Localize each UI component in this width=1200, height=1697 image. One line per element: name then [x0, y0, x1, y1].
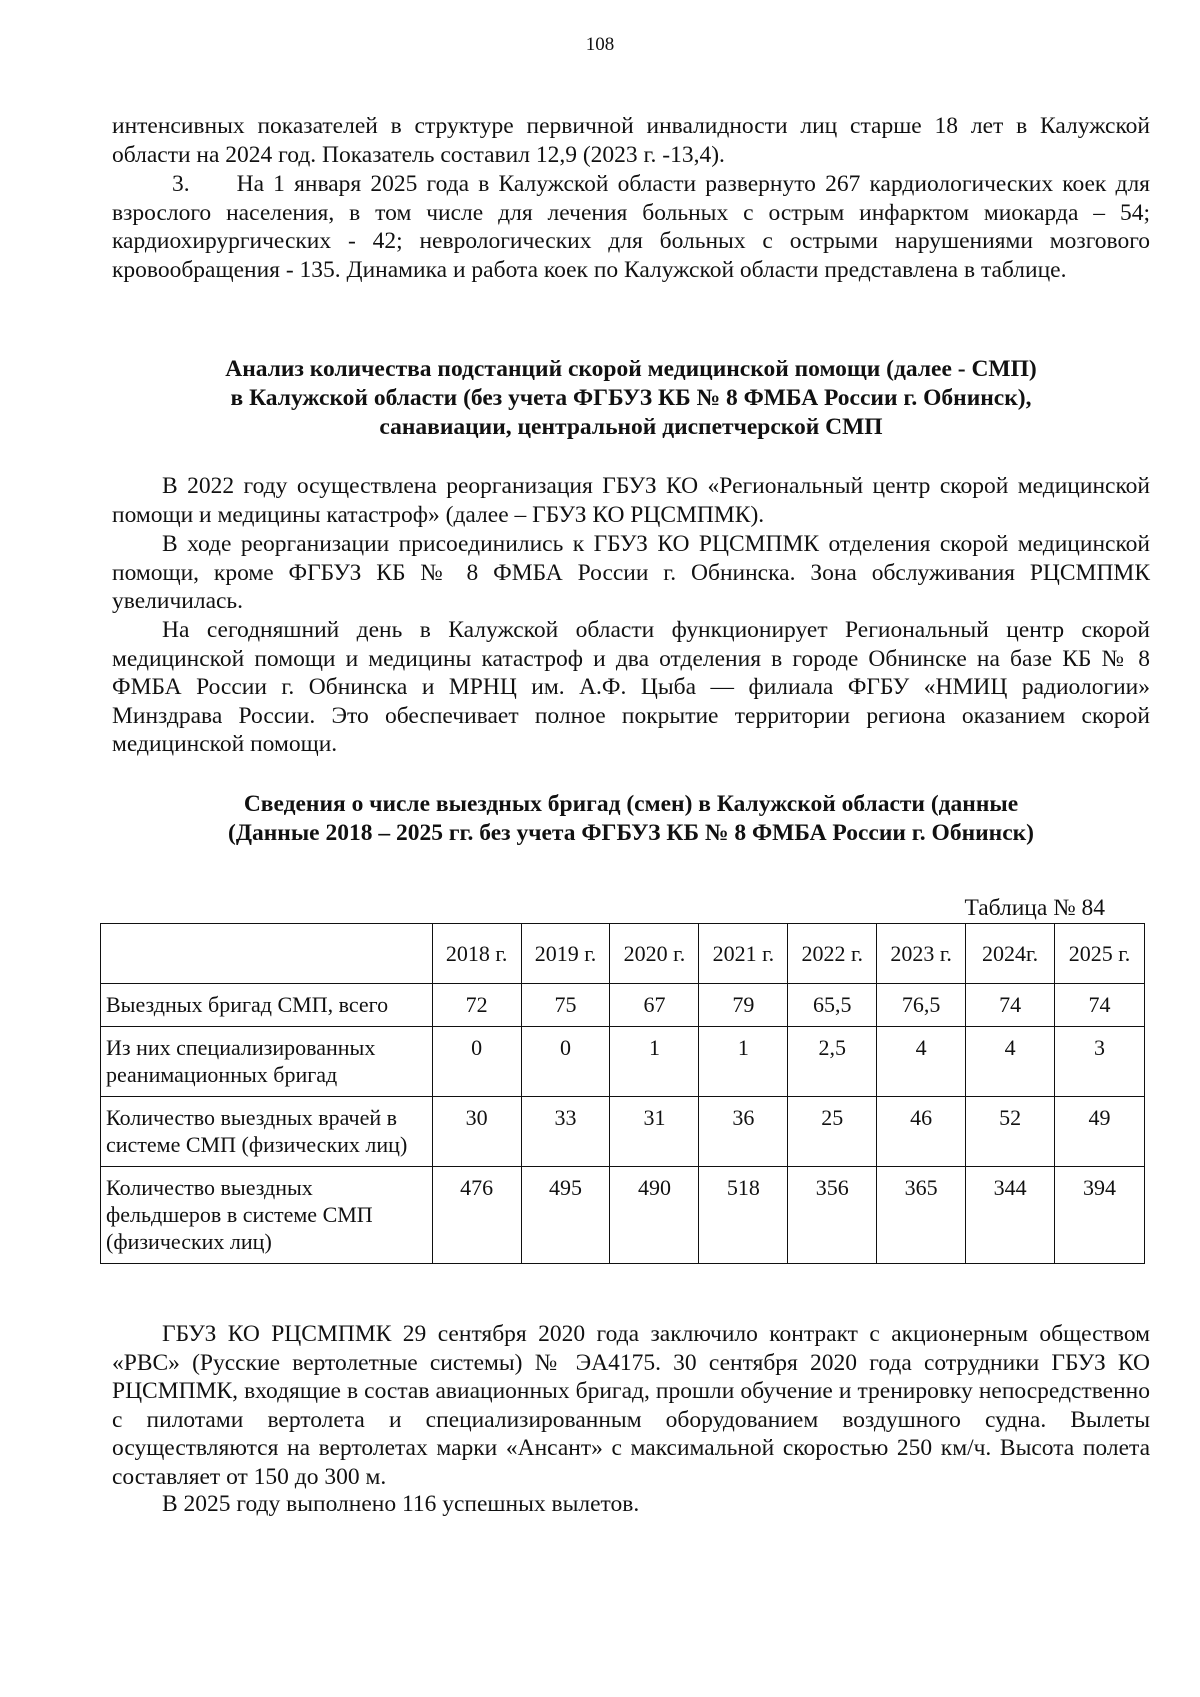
paragraph-flights-2025: В 2025 году выполнено 116 успешных вылетов. [162, 1491, 640, 1517]
table-cell: 25 [788, 1097, 877, 1167]
column-header: 2019 г. [521, 924, 610, 984]
table-cell: 490 [610, 1167, 699, 1264]
table-cell: 0 [521, 1027, 610, 1097]
table-cell: 33 [521, 1097, 610, 1167]
column-header: 2018 г. [432, 924, 521, 984]
table-cell: 344 [966, 1167, 1055, 1264]
table-row [101, 1027, 1145, 1097]
row-label: Количество выездных врачей в системе СМП (физических лиц) [101, 1097, 433, 1167]
column-header: 2021 г. [699, 924, 788, 984]
table-cell: 74 [966, 984, 1055, 1027]
table-row [101, 1097, 1145, 1167]
table-cell: 76,5 [877, 984, 966, 1027]
table-header-row [101, 924, 1145, 984]
table-corner-cell [101, 924, 433, 984]
table-cell: 74 [1055, 984, 1145, 1027]
table-cell: 72 [432, 984, 521, 1027]
paragraph-reorganization: В 2022 году осуществлена реорганизация ГБУЗ КО «Региональный центр скорой медицинской помощи и медицины катастроф» (далее – ГБУЗ КО РЦСМПМК). [112, 473, 1150, 528]
table-cell: 52 [966, 1097, 1055, 1167]
table-cell: 75 [521, 984, 610, 1027]
table-cell: 4 [877, 1027, 966, 1097]
table-cell: 67 [610, 984, 699, 1027]
section-heading-line-1: Анализ количества подстанций скорой медицинской помощи (далее - СМП) [225, 356, 1037, 382]
table-cell: 1 [699, 1027, 788, 1097]
table-cell: 65,5 [788, 984, 877, 1027]
row-label: Количество выездных фельдшеров в системе СМП (физических лиц) [101, 1167, 433, 1264]
table-cell: 36 [699, 1097, 788, 1167]
table-cell: 365 [877, 1167, 966, 1264]
column-header: 2022 г. [788, 924, 877, 984]
table-heading [112, 790, 1150, 848]
column-header: 2023 г. [877, 924, 966, 984]
brigades-table [100, 923, 1145, 1264]
table-heading-line-1: Сведения о числе выездных бригад (смен) в Калужской области (данные [243, 791, 1019, 817]
table-cell: 356 [788, 1167, 877, 1264]
table-cell: 495 [521, 1167, 610, 1264]
row-label: Выездных бригад СМП, всего [101, 984, 433, 1027]
table-cell: 518 [699, 1167, 788, 1264]
column-header: 2020 г. [610, 924, 699, 984]
table-cell: 0 [432, 1027, 521, 1097]
table-cell: 394 [1055, 1167, 1145, 1264]
table-cell: 79 [699, 984, 788, 1027]
table-cell: 30 [432, 1097, 521, 1167]
paragraph-disability-indicators: интенсивных показателей в структуре первичной инвалидности лиц старше 18 лет в Калужской области на 2024 год. Показатель составил 12,9 (2023 г. -13,4). [112, 113, 1150, 168]
table-cell: 476 [432, 1167, 521, 1264]
row-label: Из них специализированных реанимационных бригад [101, 1027, 433, 1097]
table-cell: 2,5 [788, 1027, 877, 1097]
paragraph-cardiology-beds: 3. На 1 января 2025 года в Калужской области развернуто 267 кардиологических коек для взрослого населения, в том числе для лечения больных с острым инфарктом миокарда – 54; кардиохирургических - 42; неврологических для больных с острыми нарушениями мозгового кровообращения - 135. Динамика и работа коек по Калужской области представлена в таблице. [112, 171, 1150, 283]
section-heading [112, 355, 1150, 442]
column-header: 2025 г. [1055, 924, 1145, 984]
page-number: 108 [585, 34, 615, 55]
paragraph-current-state: На сегодняшний день в Калужской области функционирует Региональный центр скорой медицинской помощи и медицины катастроф и два отделения в городе Обнинске на базе КБ № 8 ФМБА России г. Обнинска и МРНЦ им. А.Ф. Цыба — филиала ФГБУ «НМИЦ радиологии» Минздрава России. Это обеспечивает полное покрытие территории региона оказанием скорой медицинской помощи. [112, 617, 1150, 757]
table-cell: 46 [877, 1097, 966, 1167]
table-cell: 4 [966, 1027, 1055, 1097]
table-cell: 3 [1055, 1027, 1145, 1097]
table-row [101, 1167, 1145, 1264]
column-header: 2024г. [966, 924, 1055, 984]
table-cell: 1 [610, 1027, 699, 1097]
paragraph-reorganization-details: В ходе реорганизации присоединились к ГБУЗ КО РЦСМПМК отделения скорой медицинской помощи, кроме ФГБУЗ КБ № 8 ФМБА России г. Обнинска. Зона обслуживания РЦСМПМК увеличилась. [112, 531, 1150, 614]
table-cell: 31 [610, 1097, 699, 1167]
table-heading-line-2: (Данные 2018 – 2025 гг. без учета ФГБУЗ КБ № 8 ФМБА России г. Обнинск) [228, 820, 1034, 846]
table-number-label: Таблица № 84 [964, 895, 1105, 921]
paragraph-aviation-contract: ГБУЗ КО РЦСМПМК 29 сентября 2020 года заключило контракт с акционерным обществом «РВС» (Русские вертолетные системы) № ЭА4175. 30 сентября 2020 года сотрудники ГБУЗ КО РЦСМПМК, входящие в состав авиационных бригад, прошли обучение и тренировку непосредственно с пилотами вертолета и специализированным оборудованием воздушного судна. Вылеты осуществляются на вертолетах марки «Ансант» с максимальной скоростью 250 км/ч. Высота полета составляет от 150 до 300 м. [112, 1321, 1150, 1490]
table-cell: 49 [1055, 1097, 1145, 1167]
table-row [101, 984, 1145, 1027]
section-heading-line-3: санавиации, центральной диспетчерской СМП [379, 414, 883, 440]
section-heading-line-2: в Калужской области (без учета ФГБУЗ КБ № 8 ФМБА России г. Обнинск), [230, 385, 1032, 411]
